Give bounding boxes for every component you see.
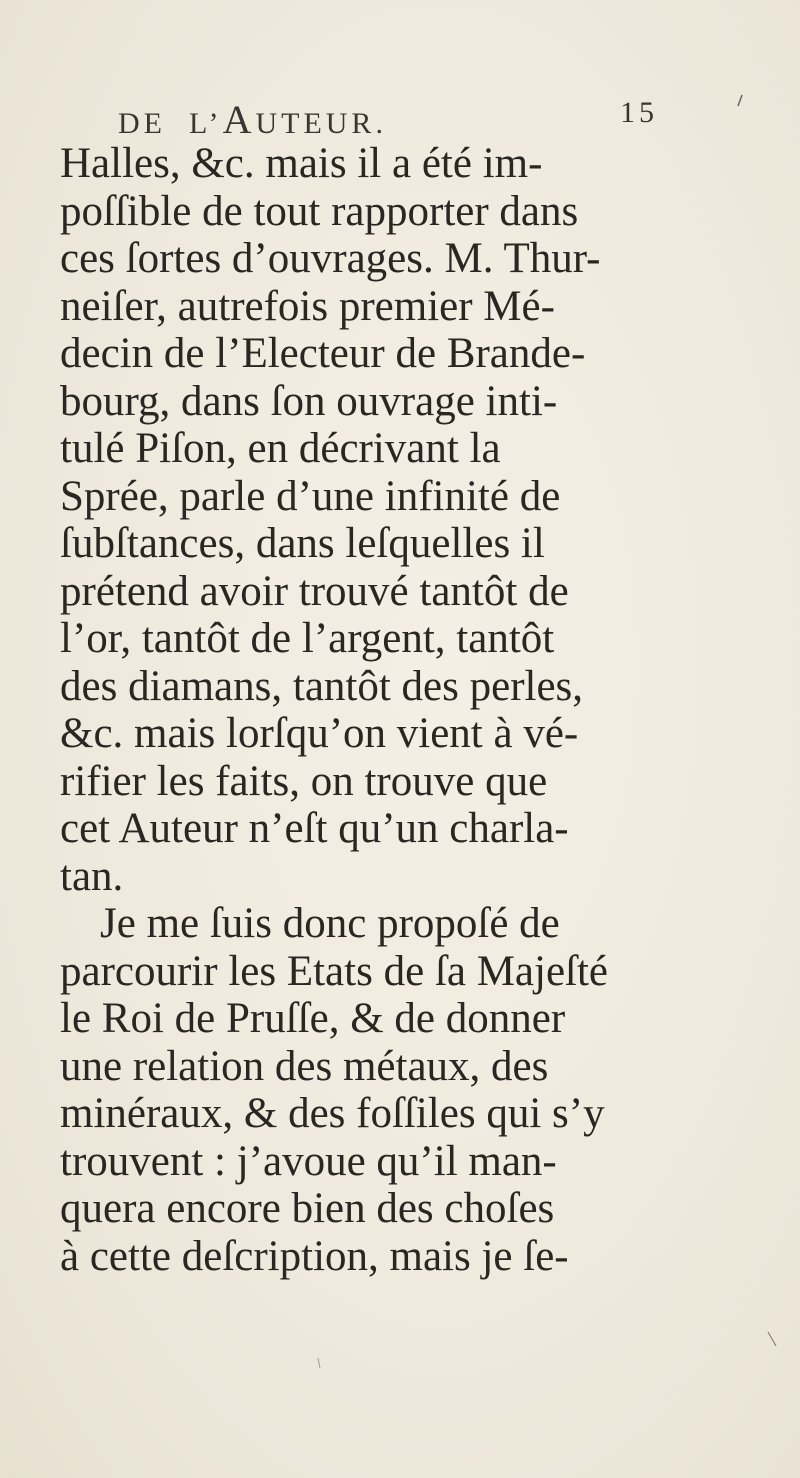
text-line: Halles, &c. mais il a été im- — [60, 140, 543, 187]
text-line: rifier les faits, on trouve que — [60, 757, 548, 805]
running-title-initial: A — [222, 97, 256, 142]
text-line: neiſer, autrefois premier Mé- — [60, 282, 555, 330]
text-line: des diamans, tantôt des perles, — [60, 662, 584, 710]
text-line: parcourir les Etats de ſa Majeſté — [60, 947, 609, 995]
text-line: cet Auteur n’eſt qu’un charla- — [60, 805, 569, 852]
page-header — [118, 96, 658, 146]
page-number: 15 — [620, 96, 658, 129]
running-title — [118, 96, 387, 143]
text-line: ces ſortes d’ouvrages. M. Thur- — [60, 235, 601, 282]
text-line: l’or, tantôt de l’argent, tantôt — [60, 615, 555, 662]
body-text — [60, 140, 620, 1280]
pencil-mark — [738, 95, 742, 106]
text-line: trouvent : j’avoue qu’il man- — [60, 1137, 557, 1185]
pencil-mark — [318, 1358, 320, 1368]
text-line: poſſible de tout rapporter dans — [60, 187, 579, 235]
pencil-mark — [768, 1332, 776, 1346]
text-line: decin de l’Electeur de Brande- — [60, 330, 586, 377]
text-line: Je me ſuis donc propoſé de — [100, 900, 560, 947]
running-title-prefix: DE L’ — [118, 107, 223, 140]
text-line: une relation des métaux, des — [60, 1042, 549, 1090]
text-line: &c. mais lorſqu’on vient à vé- — [60, 710, 579, 757]
text-line: prétend avoir trouvé tantôt de — [60, 567, 569, 615]
text-line: ſubſtances, dans leſquelles il — [60, 520, 545, 567]
text-line: quera encore bien des choſes — [60, 1185, 555, 1232]
text-line: bourg, dans ſon ouvrage inti- — [60, 377, 558, 425]
text-line: minéraux, & des foſſiles qui s’y — [60, 1090, 605, 1137]
text-line: à cette deſcription, mais je ſe- — [60, 1232, 569, 1280]
running-title-rest: UTEUR. — [255, 107, 387, 140]
text-line: le Roi de Pruſſe, & de donner — [60, 995, 566, 1042]
text-line: tan. — [60, 852, 124, 900]
text-line: Sprée, parle d’une infinité de — [60, 472, 561, 520]
text-line: tulé Piſon, en décrivant la — [60, 425, 501, 472]
